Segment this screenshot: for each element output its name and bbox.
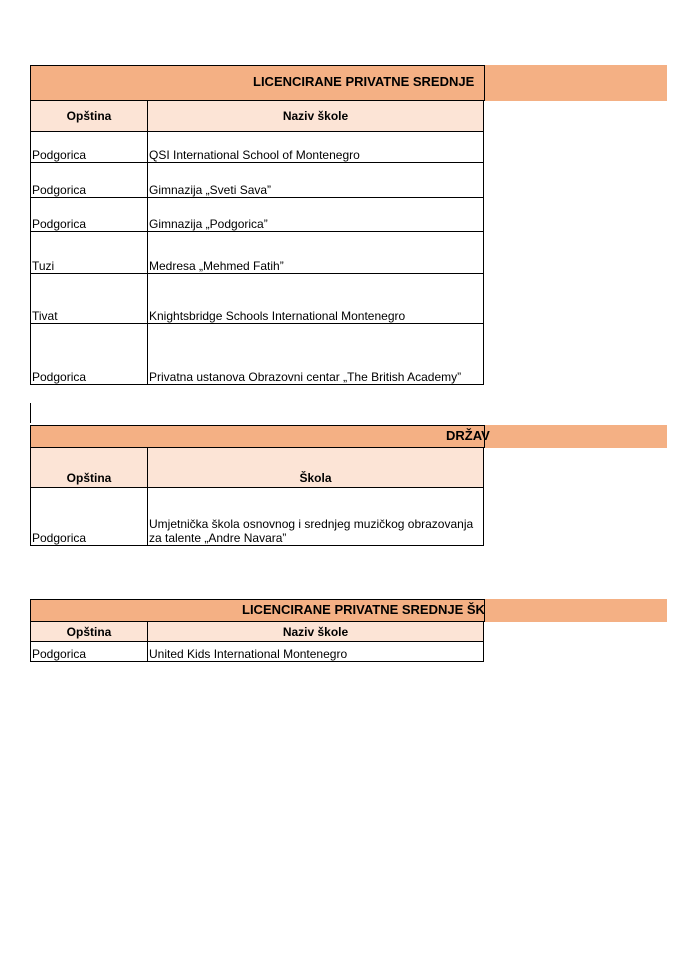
divider-line [30,403,31,423]
header-opstina: Opština [31,622,148,642]
cell-opstina: Podgorica [31,132,148,163]
cell-opstina: Podgorica [31,163,148,198]
table-row [31,232,484,274]
cell-skola: Gimnazija „Podgorica” [148,198,484,232]
table-row [31,163,484,198]
section1-table [30,100,484,385]
cell-opstina: Podgorica [31,198,148,232]
section1-title: LICENCIRANE PRIVATNE SREDNJE [253,74,475,89]
header-naziv-skole: Naziv škole [148,622,484,642]
section3-table [30,621,484,662]
table-row [31,488,484,546]
table-row [31,324,484,385]
section2-title-border [30,425,490,448]
cell-opstina: Podgorica [31,488,148,546]
cell-skola: Gimnazija „Sveti Sava” [148,163,484,198]
header-opstina: Opština [31,101,148,132]
table-row [31,132,484,163]
section3-title: LICENCIRANE PRIVATNE SREDNJE ŠK [242,602,485,617]
cell-skola: United Kids International Montenegro [148,642,484,662]
header-skola: Škola [148,448,484,488]
cell-skola: Umjetnička škola osnovnog i srednjeg muzičkog obrazovanja za talente „Andre Navara” [148,488,484,546]
section2-title: DRŽAV [446,428,490,443]
cell-skola: QSI International School of Montenegro [148,132,484,163]
cell-skola: Knightsbridge Schools International Montenegro [148,274,484,324]
cell-opstina: Tuzi [31,232,148,274]
section2-table [30,447,484,546]
cell-opstina: Tivat [31,274,148,324]
header-naziv-skole: Naziv škole [148,101,484,132]
header-opstina: Opština [31,448,148,488]
table-row [31,274,484,324]
cell-opstina: Podgorica [31,324,148,385]
cell-skola: Privatna ustanova Obrazovni centar „The British Academy” [148,324,484,385]
cell-skola: Medresa „Mehmed Fatih” [148,232,484,274]
table-row [31,198,484,232]
cell-opstina: Podgorica [31,642,148,662]
table-row [31,642,484,662]
